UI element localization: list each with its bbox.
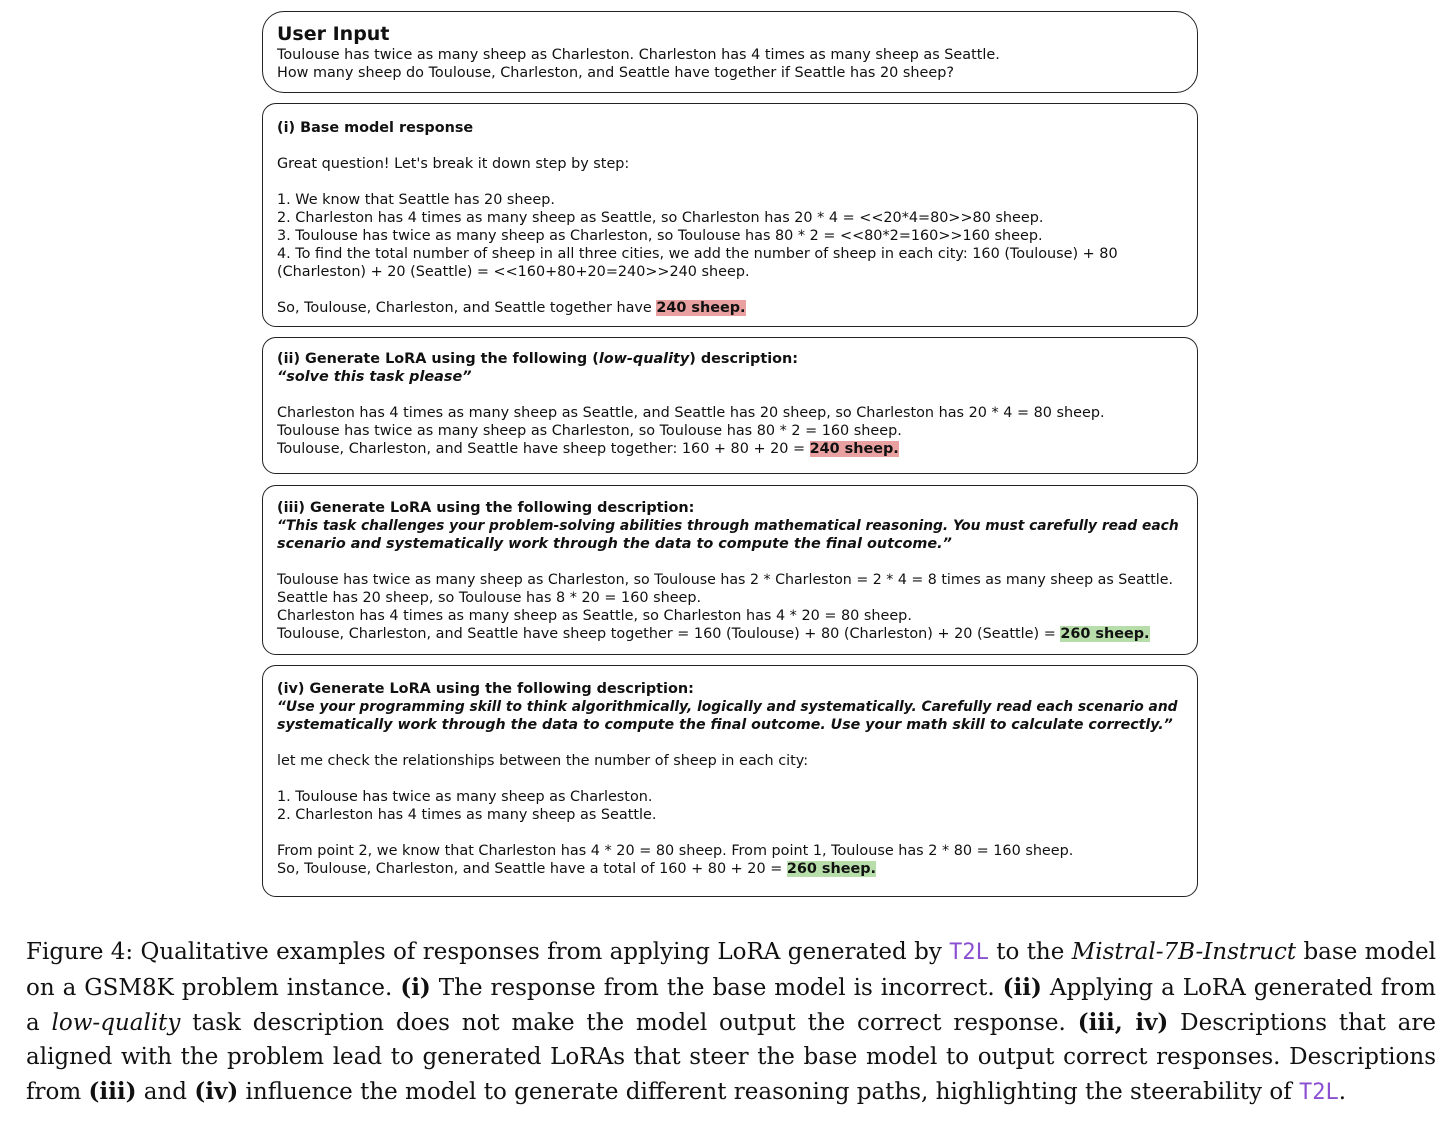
header-text: ) description: [689, 351, 799, 367]
caption-text: . [1338, 1079, 1347, 1106]
caption-text: Applying a LoRA generated from a [26, 974, 1436, 1036]
caption-label: (iii, iv) [1077, 1008, 1169, 1036]
header-emphasis: low-quality [598, 351, 690, 367]
model-name: Mistral-7B-Instruct [1071, 939, 1297, 965]
response-line: Toulouse has twice as many sheep as Charleston, so Toulouse has 2 * Charleston = 2 * 4 = 8 times as many sheep as Seattle. [277, 572, 1173, 588]
caption-label: (iv) [194, 1078, 239, 1106]
response-text: Toulouse, Charleston, and Seattle have sheep together = 160 (Toulouse) + 80 (Charleston) + 20 (Seattle) = [277, 626, 1061, 642]
caption-label: (iii) [88, 1078, 137, 1106]
box-header: (iii) Generate LoRA using the following description: [277, 500, 695, 516]
caption-text: The response from the base model is incorrect. [430, 974, 1003, 1001]
response-line [277, 299, 1183, 317]
box-header: (i) Base model response [277, 120, 474, 136]
response-line [277, 440, 1183, 458]
response-line: 4. To find the total number of sheep in all three cities, we add the number of sheep in each city: 160 (Toulouse) + 80 [277, 246, 1118, 262]
t2l-name: T2L [949, 940, 989, 965]
response-line: Great question! Let's break it down step by step: [277, 156, 630, 172]
response-line [277, 625, 1183, 643]
caption-text: task description does not make the model output the correct response. [180, 1009, 1078, 1036]
description-quote: systematically work through the data to compute the final outcome. Use your math skill to calculate correctly.” [277, 717, 1173, 733]
response-line: 3. Toulouse has twice as many sheep as Charleston, so Toulouse has 80 * 2 = <<80*2=160>>160 sheep. [277, 228, 1043, 244]
box-header: (iv) Generate LoRA using the following description: [277, 681, 694, 697]
description-quote: scenario and systematically work through the data to compute the final outcome.” [277, 536, 952, 552]
caption-text: and [136, 1079, 195, 1106]
base-model-response-box [262, 103, 1198, 327]
description-quote: “Use your programming skill to think algorithmically, logically and systematically. Carefully read each scenario and [277, 699, 1178, 715]
response-line: 2. Charleston has 4 times as many sheep as Seattle, so Charleston has 20 * 4 = <<20*4=80>>80 sheep. [277, 210, 1044, 226]
user-input-line: How many sheep do Toulouse, Charleston, and Seattle have together if Seattle has 20 sheep? [277, 65, 954, 81]
low-quality-lora-box [262, 337, 1198, 474]
aligned-lora-box-iii [262, 485, 1198, 655]
response-line: From point 2, we know that Charleston has 4 * 20 = 80 sheep. From point 1, Toulouse has 2 * 80 = 160 sheep. [277, 843, 1074, 859]
caption-label: (ii) [1002, 973, 1042, 1001]
correct-answer-highlight: 260 sheep. [1060, 626, 1150, 642]
aligned-lora-box-iv [262, 665, 1198, 897]
response-text: So, Toulouse, Charleston, and Seattle together have [277, 300, 657, 316]
response-line: Charleston has 4 times as many sheep as Seattle, and Seattle has 20 sheep, so Charleston has 20 * 4 = 80 sheep. [277, 405, 1105, 421]
response-line: let me check the relationships between the number of sheep in each city: [277, 753, 809, 769]
response-line: 1. Toulouse has twice as many sheep as Charleston. [277, 789, 653, 805]
correct-answer-highlight: 260 sheep. [786, 861, 876, 877]
response-line: 2. Charleston has 4 times as many sheep as Seattle. [277, 807, 657, 823]
response-line [277, 860, 1183, 878]
response-line: 1. We know that Seattle has 20 sheep. [277, 192, 555, 208]
description-quote: “solve this task please” [277, 369, 472, 385]
response-line: Seattle has 20 sheep, so Toulouse has 8 * 20 = 160 sheep. [277, 590, 702, 606]
caption-text: influence the model to generate different reasoning paths, highlighting the steerability of [238, 1079, 1300, 1106]
incorrect-answer-highlight: 240 sheep. [656, 300, 746, 316]
user-input-box [262, 11, 1198, 93]
response-line: (Charleston) + 20 (Seattle) = <<160+80+20=240>>240 sheep. [277, 264, 750, 280]
header-text: (ii) Generate LoRA using the following ( [277, 351, 599, 367]
caption-label: (i) [400, 973, 431, 1001]
box-header [277, 350, 1183, 368]
user-input-line: Toulouse has twice as many sheep as Charleston. Charleston has 4 times as many sheep as Seattle. [277, 47, 1000, 63]
user-input-title: User Input [277, 23, 390, 45]
incorrect-answer-highlight: 240 sheep. [809, 441, 899, 457]
caption-text: Descriptions that are aligned with the problem lead to generated LoRAs that steer the base model to output correct responses. Descriptions from [26, 1009, 1436, 1106]
response-line: Toulouse has twice as many sheep as Charleston, so Toulouse has 80 * 2 = 160 sheep. [277, 423, 902, 439]
caption-text: base model on a GSM8K problem instance. [26, 939, 1436, 1001]
response-text: So, Toulouse, Charleston, and Seattle have a total of 160 + 80 + 20 = [277, 861, 787, 877]
response-line: Charleston has 4 times as many sheep as Seattle, so Charleston has 4 * 20 = 80 sheep. [277, 608, 912, 624]
figure-caption [26, 935, 1436, 1111]
description-quote: “This task challenges your problem-solving abilities through mathematical reasoning. You must carefully read each [277, 518, 1179, 534]
caption-text: to the [988, 939, 1072, 965]
caption-emphasis: low-quality [51, 1009, 181, 1036]
caption-text: Figure 4: Qualitative examples of responses from applying LoRA generated by [26, 939, 950, 965]
response-text: Toulouse, Charleston, and Seattle have sheep together: 160 + 80 + 20 = [277, 441, 810, 457]
t2l-name: T2L [1299, 1080, 1339, 1106]
